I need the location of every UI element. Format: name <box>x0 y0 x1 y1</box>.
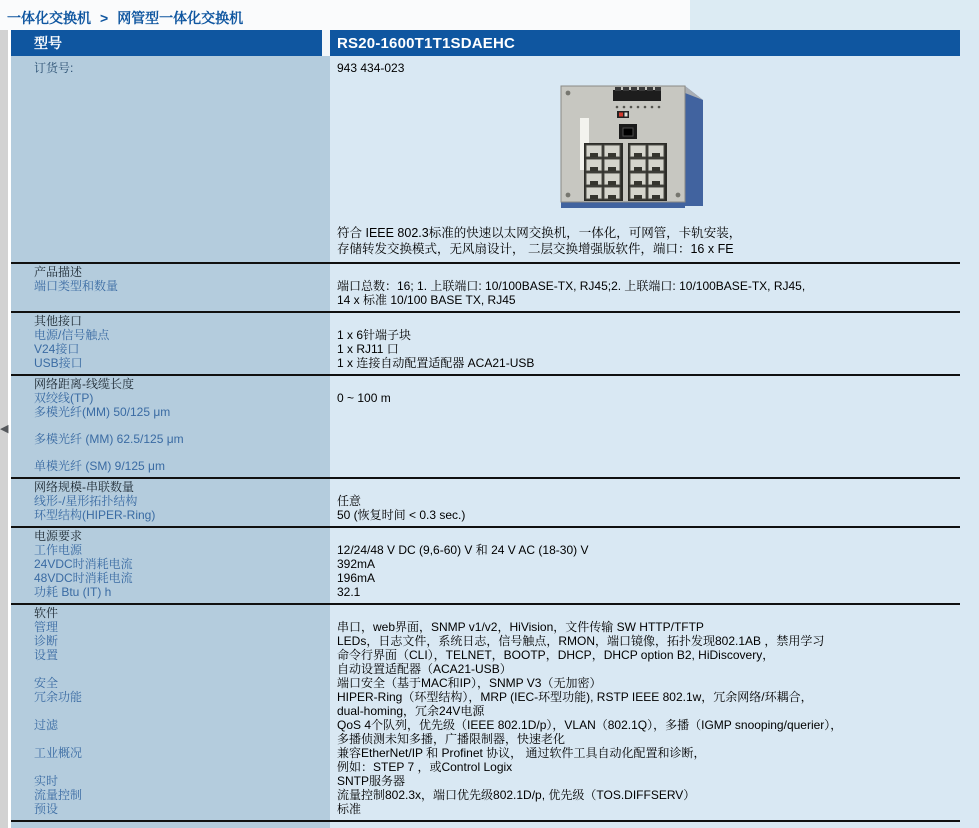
page-back-arrow-icon[interactable]: ◀ <box>0 423 9 435</box>
spec-row <box>11 648 960 676</box>
spec-row <box>11 405 960 419</box>
model-header-gap <box>322 30 330 56</box>
spec-value-line: 1 x 连接自动配置适配器 ACA21-USB <box>337 356 535 370</box>
spec-value-line: QoS 4个队列，优先级（IEEE 802.1D/p），VLAN（802.1Q），多播（IGMP snooping/querier）， <box>337 718 843 732</box>
spec-value-line: 自动设置适配器（ACA21-USB） <box>337 662 512 676</box>
product-description <box>337 226 960 257</box>
spec-value <box>330 391 960 405</box>
spec-value-line: 命令行界面（CLI），TELNET，BOOTP，DHCP，DHCP option B2, HiDiscovery， <box>337 648 775 662</box>
section-title-value <box>330 606 960 620</box>
section-title: 软件 <box>34 606 59 620</box>
spec-section <box>11 374 960 477</box>
model-number: RS20-1600T1T1SDAEHC <box>330 30 960 56</box>
spec-row <box>11 620 960 634</box>
spec-row <box>11 328 960 342</box>
spec-value-line: 流量控制802.3x，端口优先级802.1D/p, 优先级（TOS.DIFFSERV） <box>337 788 696 802</box>
spec-value <box>330 342 960 356</box>
spec-row <box>11 508 960 522</box>
spec-row <box>11 279 960 307</box>
spec-value <box>330 543 960 557</box>
section-title: 其他接口 <box>34 314 83 328</box>
section-title: 产品描述 <box>34 265 83 279</box>
spec-value-line: 多播侦测未知多播，广播限制器，快速老化 <box>337 732 566 746</box>
spec-row <box>11 557 960 571</box>
spec-value-line: 12/24/48 V DC (9,6-60) V 和 24 V AC (18-30) V <box>337 543 589 557</box>
top-strip-right <box>690 0 979 30</box>
spec-value <box>330 328 960 342</box>
spec-label: 冗余功能 <box>34 690 83 704</box>
section-title-row <box>11 314 960 328</box>
spec-value-line: 32.1 <box>337 585 361 599</box>
spec-row <box>11 802 960 816</box>
section-title-value <box>330 314 960 328</box>
spec-value-line: LEDs，日志文件，系统日志，信号触点，RMON，端口镜像，拓扑发现802.1AB ，禁用学习 <box>337 634 825 648</box>
spec-label: 功耗 Btu (IT) h <box>34 585 112 599</box>
spec-section <box>11 603 960 820</box>
section-title-value <box>330 480 960 494</box>
spec-row <box>11 356 960 370</box>
spec-value-line: 0 ~ 100 m <box>337 391 391 405</box>
spec-value-line: 串口，web界面，SNMP v1/v2，HiVision，文件传输 SW HTTP/TFTP <box>337 620 704 634</box>
spec-row <box>11 585 960 599</box>
spec-row <box>11 690 960 718</box>
spec-value-line: 196mA <box>337 571 376 585</box>
breadcrumb-parent[interactable]: 一体化交换机 <box>7 10 91 26</box>
spec-value <box>330 585 960 599</box>
spec-row <box>11 774 960 788</box>
order-number-label: 订货号: <box>34 61 74 75</box>
spec-label: V24接口 <box>34 342 80 356</box>
spec-label: 双绞线(TP) <box>34 391 94 405</box>
spec-label: 流量控制 <box>34 788 83 802</box>
spec-value <box>330 802 960 816</box>
model-header-label: 型号 <box>11 30 322 56</box>
product-description-line2: 存储转发交换模式，无风扇设计， 二层交换增强版软件，端口：16 x FE <box>337 241 734 256</box>
spec-label: 24VDC时消耗电流 <box>34 557 133 571</box>
spec-row <box>11 459 960 473</box>
spec-value <box>330 459 960 473</box>
section-title: 网络距离-线缆长度 <box>34 377 134 391</box>
spec-value <box>330 774 960 788</box>
spec-label: 工作电源 <box>34 543 83 557</box>
spec-label: 48VDC时消耗电流 <box>34 571 133 585</box>
spec-value <box>330 690 960 718</box>
spec-value-line: 任意 <box>337 494 362 508</box>
spec-value <box>330 634 960 648</box>
section-title-value <box>330 529 960 543</box>
spec-row <box>11 676 960 690</box>
spec-value-line: 1 x 6针端子块 <box>337 328 412 342</box>
section-title-row <box>11 377 960 391</box>
spec-table <box>11 30 960 826</box>
spec-label: 诊断 <box>34 634 59 648</box>
spec-value <box>330 405 960 419</box>
spec-row <box>11 788 960 802</box>
order-number-value: 943 434-023 <box>337 61 405 75</box>
spec-label: 多模光纤 (MM) 62.5/125 μm <box>34 432 184 446</box>
spec-value <box>330 494 960 508</box>
spec-row <box>11 746 960 774</box>
spec-label: 线形-/星形拓扑结构 <box>34 494 138 508</box>
spec-value <box>330 788 960 802</box>
order-number-row <box>11 61 960 75</box>
spec-label: 管理 <box>34 620 59 634</box>
spec-value-line: 50 (恢复时间 < 0.3 sec.) <box>337 508 466 522</box>
spec-row <box>11 543 960 557</box>
spec-value <box>330 648 960 676</box>
spec-label: 电源/信号触点 <box>34 328 110 342</box>
spec-value-line: 392mA <box>337 557 376 571</box>
spec-value <box>330 620 960 634</box>
spec-value <box>330 279 960 307</box>
spec-value-line: 端口总数：16; 1. 上联端口: 10/100BASE-TX, RJ45;2. 上联端口: 10/100BASE-TX, RJ45, <box>337 279 806 293</box>
spec-label: 环型结构(HIPER-Ring) <box>34 508 156 522</box>
section-title: 电源要求 <box>34 529 83 543</box>
product-description-line1: 符合 IEEE 802.3标准的快速以太网交换机，一体化，可网管，卡轨安装， <box>337 226 742 240</box>
spec-value <box>330 356 960 370</box>
spec-value <box>330 746 960 774</box>
spec-value <box>330 432 960 446</box>
spec-value <box>330 571 960 585</box>
spec-section <box>11 262 960 311</box>
section-title-row <box>11 529 960 543</box>
spec-value-line: dual-homing，冗余24V电源 <box>337 704 485 718</box>
spec-row <box>11 634 960 648</box>
spec-label: USB接口 <box>34 356 83 370</box>
spec-row <box>11 718 960 746</box>
spec-label: 设置 <box>34 648 59 662</box>
section-title: 网络规模-串联数量 <box>34 480 134 494</box>
section-title-row <box>11 606 960 620</box>
bottom-divider <box>11 820 960 826</box>
spec-label: 单模光纤 (SM) 9/125 μm <box>34 459 165 473</box>
breadcrumb-separator: > <box>100 10 109 26</box>
spec-label: 多模光纤(MM) 50/125 μm <box>34 405 171 419</box>
spec-row <box>11 432 960 446</box>
switch-photo-illustration <box>557 84 711 210</box>
section-title-value <box>330 265 960 279</box>
spec-value-line: 兼容EtherNet/IP 和 Profinet 协议， 通过软件工具自动化配置和诊断， <box>337 746 706 760</box>
spec-value-line: HIPER-Ring（环型结构），MRP (IEC-环型功能), RSTP IEEE 802.1w，冗余网络/环耦合， <box>337 690 813 704</box>
spec-value-line: 端口安全（基于MAC和IP），SNMP V3（无加密） <box>337 676 602 690</box>
spec-value-line: 14 x 标准 10/100 BASE TX, RJ45 <box>337 293 516 307</box>
spec-value-line: 1 x RJ11 口 <box>337 342 399 356</box>
product-image <box>557 84 711 210</box>
breadcrumb-current[interactable]: 网管型一体化交换机 <box>117 10 244 26</box>
spec-value-line: 例如：STEP 7 ，或Control Logix <box>337 760 513 774</box>
spec-section <box>11 477 960 526</box>
section-title-value <box>330 377 960 391</box>
model-header-row <box>11 30 960 56</box>
spec-value <box>330 676 960 690</box>
spec-label: 工业概况 <box>34 746 83 760</box>
spec-section <box>11 526 960 603</box>
spec-label: 安全 <box>34 676 59 690</box>
spec-value <box>330 508 960 522</box>
spec-value <box>330 718 960 746</box>
section-title-row <box>11 265 960 279</box>
spec-value-line: SNTP服务器 <box>337 774 406 788</box>
spec-sections <box>11 262 960 820</box>
spec-section <box>11 311 960 374</box>
spec-label: 端口类型和数量 <box>34 279 119 293</box>
spec-label: 过滤 <box>34 718 59 732</box>
spec-row <box>11 571 960 585</box>
spec-row <box>11 391 960 405</box>
spec-value <box>330 557 960 571</box>
spec-row <box>11 342 960 356</box>
breadcrumb <box>7 8 243 28</box>
spec-value-line: 标准 <box>337 802 362 816</box>
spec-label: 预设 <box>34 802 59 816</box>
spec-row <box>11 494 960 508</box>
section-title-row <box>11 480 960 494</box>
spec-label: 实时 <box>34 774 59 788</box>
